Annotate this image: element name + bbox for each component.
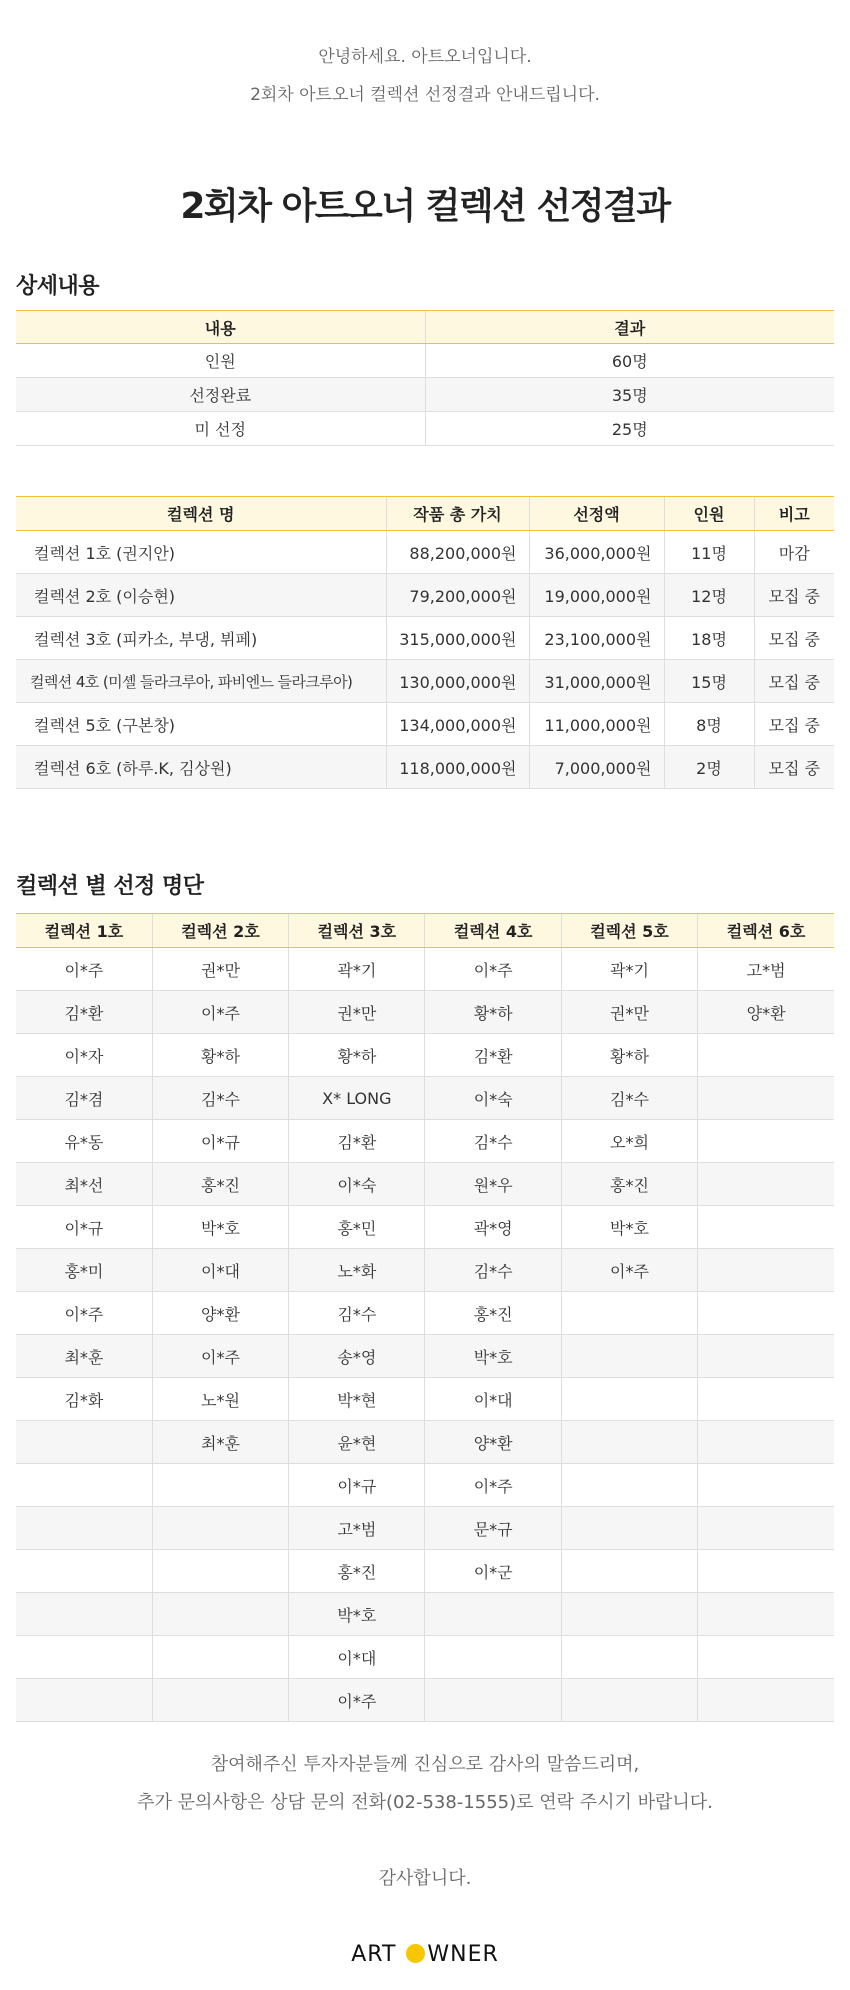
roster-row bbox=[16, 948, 834, 991]
roster-header: 컬렉션 4호 bbox=[425, 914, 561, 948]
roster-cell: 오*희 bbox=[561, 1120, 697, 1163]
collections-header: 인원 bbox=[664, 497, 754, 531]
roster-cell: 곽*기 bbox=[289, 948, 425, 991]
roster-cell: 권*만 bbox=[289, 991, 425, 1034]
roster-row bbox=[16, 1593, 834, 1636]
roster-cell: 박*호 bbox=[152, 1206, 288, 1249]
art-owner-logo bbox=[16, 1940, 834, 1970]
greeting bbox=[16, 0, 834, 114]
roster-cell: 김*수 bbox=[425, 1120, 561, 1163]
collection-selected-amount: 31,000,000원 bbox=[529, 660, 664, 703]
roster-cell bbox=[698, 1292, 834, 1335]
collection-selected-amount: 7,000,000원 bbox=[529, 746, 664, 789]
summary-row bbox=[16, 378, 834, 412]
collection-row bbox=[16, 703, 834, 746]
roster-cell bbox=[561, 1378, 697, 1421]
roster-cell: 곽*기 bbox=[561, 948, 697, 991]
closing-line-1: 참여해주신 투자자분들께 진심으로 감사의 말씀드리며, bbox=[210, 1754, 640, 1775]
collection-name: 컬렉션 2호 (이승현) bbox=[16, 574, 386, 617]
roster-row bbox=[16, 991, 834, 1034]
roster-heading: 컬렉션 별 선정 명단 bbox=[16, 874, 204, 899]
roster-cell bbox=[561, 1464, 697, 1507]
roster-cell: 양*환 bbox=[698, 991, 834, 1034]
collections-header-row bbox=[16, 497, 834, 531]
summary-header-row bbox=[16, 311, 834, 344]
roster-cell: 최*훈 bbox=[16, 1335, 152, 1378]
roster-row bbox=[16, 1378, 834, 1421]
roster-cell bbox=[561, 1550, 697, 1593]
roster-cell bbox=[16, 1421, 152, 1464]
roster-cell: 이*주 bbox=[561, 1249, 697, 1292]
collection-row bbox=[16, 574, 834, 617]
roster-cell bbox=[16, 1593, 152, 1636]
roster-cell bbox=[16, 1679, 152, 1722]
roster-row bbox=[16, 1077, 834, 1120]
roster-cell: 홍*진 bbox=[152, 1163, 288, 1206]
roster-cell: 이*군 bbox=[425, 1550, 561, 1593]
summary-cell: 60명 bbox=[425, 344, 834, 378]
roster-row bbox=[16, 1507, 834, 1550]
roster-row bbox=[16, 1120, 834, 1163]
roster-cell bbox=[16, 1507, 152, 1550]
roster-cell bbox=[698, 1593, 834, 1636]
roster-cell bbox=[698, 1421, 834, 1464]
roster-cell bbox=[698, 1636, 834, 1679]
collection-row bbox=[16, 617, 834, 660]
roster-cell bbox=[16, 1464, 152, 1507]
collection-row bbox=[16, 531, 834, 574]
roster-row bbox=[16, 1335, 834, 1378]
roster-cell bbox=[425, 1636, 561, 1679]
roster-cell: 홍*진 bbox=[561, 1163, 697, 1206]
greeting-line-2: 2회차 아트오너 컬렉션 선정결과 안내드립니다. bbox=[250, 85, 600, 105]
collection-headcount: 15명 bbox=[664, 660, 754, 703]
roster-cell bbox=[698, 1335, 834, 1378]
roster-cell: 홍*진 bbox=[289, 1550, 425, 1593]
collection-status: 모집 중 bbox=[754, 574, 834, 617]
summary-heading: 상세내용 bbox=[16, 274, 100, 299]
roster-cell: 박*호 bbox=[561, 1206, 697, 1249]
roster-cell: 김*수 bbox=[289, 1292, 425, 1335]
closing-message bbox=[16, 1746, 834, 1822]
roster-cell: 김*화 bbox=[16, 1378, 152, 1421]
collections-header: 컬렉션 명 bbox=[16, 497, 386, 531]
collection-name: 컬렉션 6호 (하루.K, 김상원) bbox=[16, 746, 386, 789]
roster-body bbox=[16, 948, 834, 1722]
collection-total-value: 88,200,000원 bbox=[386, 531, 529, 574]
page-title: 2회차 아트오너 컬렉션 선정결과 bbox=[180, 186, 670, 227]
roster-cell: 권*만 bbox=[152, 948, 288, 991]
roster-cell: 김*겸 bbox=[16, 1077, 152, 1120]
roster-cell: 이*주 bbox=[289, 1679, 425, 1722]
roster-cell: 고*범 bbox=[289, 1507, 425, 1550]
roster-cell: 이*자 bbox=[16, 1034, 152, 1077]
collections-header: 선정액 bbox=[529, 497, 664, 531]
roster-cell bbox=[16, 1550, 152, 1593]
summary-cell: 인원 bbox=[16, 344, 425, 378]
logo-dot-icon bbox=[406, 1944, 425, 1963]
roster-cell: 유*동 bbox=[16, 1120, 152, 1163]
roster-cell: 홍*민 bbox=[289, 1206, 425, 1249]
collection-total-value: 118,000,000원 bbox=[386, 746, 529, 789]
roster-header: 컬렉션 2호 bbox=[152, 914, 288, 948]
roster-cell: 노*원 bbox=[152, 1378, 288, 1421]
roster-cell: 황*하 bbox=[561, 1034, 697, 1077]
roster-cell bbox=[425, 1593, 561, 1636]
summary-cell: 미 선정 bbox=[16, 412, 425, 446]
roster-cell bbox=[698, 1249, 834, 1292]
collection-headcount: 2명 bbox=[664, 746, 754, 789]
roster-table bbox=[16, 913, 834, 1722]
roster-cell: 이*대 bbox=[152, 1249, 288, 1292]
roster-cell: 박*현 bbox=[289, 1378, 425, 1421]
roster-cell: 김*수 bbox=[152, 1077, 288, 1120]
roster-cell bbox=[698, 1034, 834, 1077]
collection-total-value: 130,000,000원 bbox=[386, 660, 529, 703]
roster-cell: 김*환 bbox=[16, 991, 152, 1034]
roster-cell bbox=[561, 1292, 697, 1335]
roster-cell: X* LONG bbox=[289, 1077, 425, 1120]
roster-cell: 송*영 bbox=[289, 1335, 425, 1378]
roster-cell bbox=[425, 1679, 561, 1722]
roster-cell bbox=[561, 1679, 697, 1722]
roster-cell: 홍*진 bbox=[425, 1292, 561, 1335]
roster-header: 컬렉션 6호 bbox=[698, 914, 834, 948]
roster-cell: 이*숙 bbox=[425, 1077, 561, 1120]
roster-row bbox=[16, 1163, 834, 1206]
collection-total-value: 134,000,000원 bbox=[386, 703, 529, 746]
roster-cell: 홍*미 bbox=[16, 1249, 152, 1292]
roster-cell: 최*훈 bbox=[152, 1421, 288, 1464]
roster-cell: 이*주 bbox=[16, 948, 152, 991]
roster-cell: 권*만 bbox=[561, 991, 697, 1034]
collection-selected-amount: 36,000,000원 bbox=[529, 531, 664, 574]
roster-cell: 이*규 bbox=[16, 1206, 152, 1249]
collection-row bbox=[16, 660, 834, 703]
roster-cell bbox=[152, 1636, 288, 1679]
roster-cell: 이*숙 bbox=[289, 1163, 425, 1206]
roster-cell bbox=[698, 1206, 834, 1249]
logo-text-art: ART bbox=[351, 1942, 405, 1967]
roster-cell: 박*호 bbox=[425, 1335, 561, 1378]
roster-row bbox=[16, 1034, 834, 1077]
summary-cell: 선정완료 bbox=[16, 378, 425, 412]
summary-table bbox=[16, 310, 834, 446]
collection-headcount: 18명 bbox=[664, 617, 754, 660]
roster-cell: 최*선 bbox=[16, 1163, 152, 1206]
roster-cell bbox=[561, 1507, 697, 1550]
roster-cell: 노*화 bbox=[289, 1249, 425, 1292]
roster-cell bbox=[698, 1077, 834, 1120]
roster-row bbox=[16, 1636, 834, 1679]
roster-cell: 이*대 bbox=[425, 1378, 561, 1421]
collection-name: 컬렉션 3호 (피카소, 부댕, 뷔페) bbox=[16, 617, 386, 660]
roster-cell: 김*수 bbox=[425, 1249, 561, 1292]
collection-name: 컬렉션 4호 (미셸 들라크루아, 파비엔느 들라크루아) bbox=[16, 660, 386, 703]
summary-cell: 35명 bbox=[425, 378, 834, 412]
closing-line-2: 추가 문의사항은 상담 문의 전화(02-538-1555)로 연락 주시기 바랍니다. bbox=[137, 1792, 713, 1813]
roster-cell: 김*환 bbox=[425, 1034, 561, 1077]
collection-selected-amount: 23,100,000원 bbox=[529, 617, 664, 660]
roster-cell: 이*대 bbox=[289, 1636, 425, 1679]
roster-cell bbox=[152, 1679, 288, 1722]
roster-cell bbox=[698, 1163, 834, 1206]
collection-selected-amount: 19,000,000원 bbox=[529, 574, 664, 617]
roster-cell bbox=[152, 1464, 288, 1507]
collection-total-value: 79,200,000원 bbox=[386, 574, 529, 617]
roster-cell: 이*규 bbox=[152, 1120, 288, 1163]
roster-row bbox=[16, 1550, 834, 1593]
collection-headcount: 8명 bbox=[664, 703, 754, 746]
collection-headcount: 11명 bbox=[664, 531, 754, 574]
roster-cell: 황*하 bbox=[289, 1034, 425, 1077]
roster-cell bbox=[561, 1593, 697, 1636]
closing-thanks: 감사합니다. bbox=[378, 1868, 472, 1889]
roster-row bbox=[16, 1249, 834, 1292]
roster-cell bbox=[698, 1550, 834, 1593]
roster-cell bbox=[561, 1335, 697, 1378]
collection-row bbox=[16, 746, 834, 789]
summary-row bbox=[16, 344, 834, 378]
summary-header: 내용 bbox=[16, 311, 425, 344]
collection-status: 모집 중 bbox=[754, 703, 834, 746]
roster-header: 컬렉션 3호 bbox=[289, 914, 425, 948]
roster-cell: 이*주 bbox=[152, 991, 288, 1034]
roster-row bbox=[16, 1679, 834, 1722]
collection-name: 컬렉션 1호 (권지안) bbox=[16, 531, 386, 574]
roster-row bbox=[16, 1292, 834, 1335]
collection-status: 모집 중 bbox=[754, 617, 834, 660]
roster-header: 컬렉션 1호 bbox=[16, 914, 152, 948]
collection-name: 컬렉션 5호 (구본창) bbox=[16, 703, 386, 746]
roster-cell: 고*범 bbox=[698, 948, 834, 991]
roster-cell bbox=[698, 1679, 834, 1722]
roster-cell bbox=[561, 1636, 697, 1679]
summary-header: 결과 bbox=[425, 311, 834, 344]
summary-row bbox=[16, 412, 834, 446]
roster-cell: 윤*현 bbox=[289, 1421, 425, 1464]
roster-cell: 황*하 bbox=[152, 1034, 288, 1077]
roster-cell: 김*수 bbox=[561, 1077, 697, 1120]
collection-status: 모집 중 bbox=[754, 746, 834, 789]
collection-selected-amount: 11,000,000원 bbox=[529, 703, 664, 746]
roster-cell: 박*호 bbox=[289, 1593, 425, 1636]
roster-header-row bbox=[16, 914, 834, 948]
roster-cell bbox=[16, 1636, 152, 1679]
collections-header: 비고 bbox=[754, 497, 834, 531]
roster-cell: 이*주 bbox=[16, 1292, 152, 1335]
roster-cell: 곽*영 bbox=[425, 1206, 561, 1249]
roster-cell: 이*주 bbox=[425, 1464, 561, 1507]
collections-header: 작품 총 가치 bbox=[386, 497, 529, 531]
roster-cell: 양*환 bbox=[425, 1421, 561, 1464]
greeting-line-1: 안녕하세요. 아트오너입니다. bbox=[318, 47, 532, 67]
roster-cell: 황*하 bbox=[425, 991, 561, 1034]
collection-status: 모집 중 bbox=[754, 660, 834, 703]
roster-cell bbox=[152, 1550, 288, 1593]
roster-cell bbox=[698, 1464, 834, 1507]
collections-table bbox=[16, 496, 834, 789]
collection-total-value: 315,000,000원 bbox=[386, 617, 529, 660]
roster-cell bbox=[152, 1593, 288, 1636]
roster-cell: 이*주 bbox=[425, 948, 561, 991]
roster-cell: 이*주 bbox=[152, 1335, 288, 1378]
roster-header: 컬렉션 5호 bbox=[561, 914, 697, 948]
roster-cell: 이*규 bbox=[289, 1464, 425, 1507]
roster-cell bbox=[152, 1507, 288, 1550]
logo-text-wner: WNER bbox=[427, 1942, 499, 1967]
collection-status: 마감 bbox=[754, 531, 834, 574]
roster-row bbox=[16, 1464, 834, 1507]
roster-cell bbox=[561, 1421, 697, 1464]
roster-cell: 문*규 bbox=[425, 1507, 561, 1550]
roster-cell: 양*환 bbox=[152, 1292, 288, 1335]
summary-cell: 25명 bbox=[425, 412, 834, 446]
roster-cell bbox=[698, 1507, 834, 1550]
collection-headcount: 12명 bbox=[664, 574, 754, 617]
roster-row bbox=[16, 1206, 834, 1249]
roster-row bbox=[16, 1421, 834, 1464]
roster-cell: 원*우 bbox=[425, 1163, 561, 1206]
roster-cell bbox=[698, 1120, 834, 1163]
roster-cell bbox=[698, 1378, 834, 1421]
roster-cell: 김*환 bbox=[289, 1120, 425, 1163]
